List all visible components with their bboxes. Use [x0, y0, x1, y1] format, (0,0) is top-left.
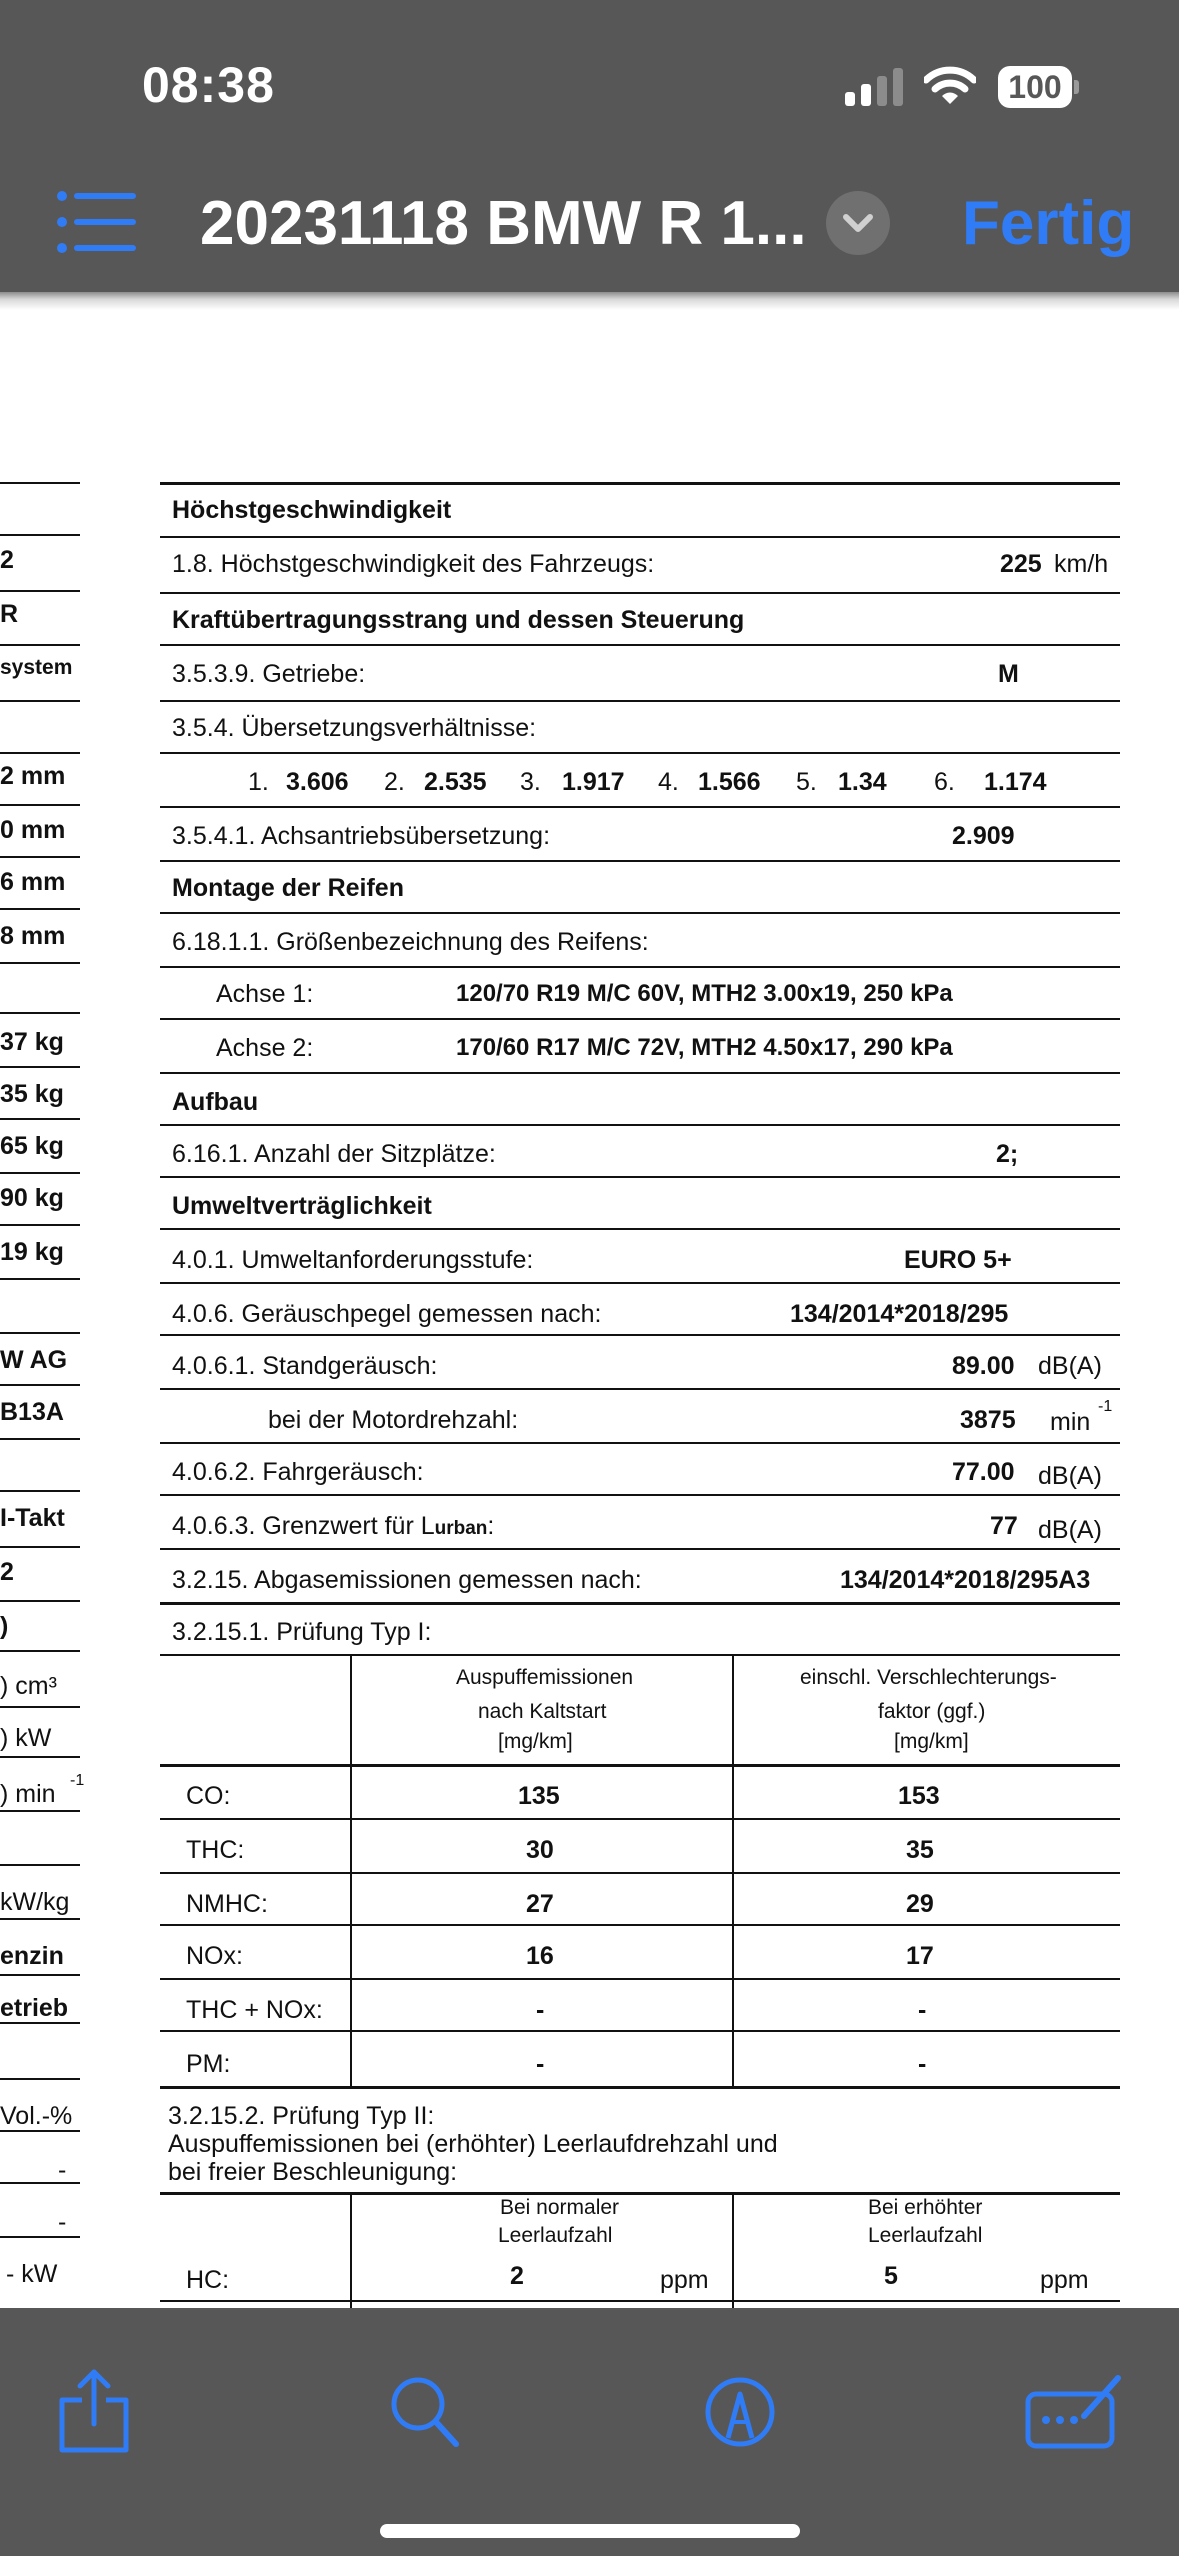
left-cell: - — [58, 2156, 67, 2184]
table-row-label: NMHC: — [186, 1890, 268, 1918]
left-cell: etrieb — [0, 1994, 69, 2022]
section-heading: Kraftübertragungsstrang und dessen Steuerung — [172, 606, 745, 634]
field-label: 3.5.4.1. Achsantriebsübersetzung: — [172, 822, 551, 850]
table-cell: - — [536, 2050, 545, 2078]
field-label: 4.0.6.2. Fahrgeräusch: — [172, 1458, 424, 1486]
table-header: Leerlaufzahl — [868, 2224, 983, 2247]
left-cell: 0 mm — [0, 816, 66, 844]
table-cell: 35 — [906, 1836, 934, 1864]
axle-value: 170/60 R17 M/C 72V, MTH2 4.50x17, 290 kPa — [456, 1034, 953, 1061]
left-cell: 90 kg — [0, 1184, 64, 1212]
table-cell-unit: ppm — [660, 2266, 709, 2294]
list-icon[interactable] — [56, 190, 140, 254]
left-cell: 6 mm — [0, 868, 66, 896]
left-cell: 8 mm — [0, 922, 66, 950]
gear-ratio: 2.535 — [424, 768, 487, 796]
left-cell: - kW — [6, 2260, 58, 2288]
field-value: M — [998, 660, 1019, 688]
field-value: 77 — [990, 1512, 1018, 1540]
field-value: 2.909 — [952, 822, 1015, 850]
left-cell: 65 kg — [0, 1132, 64, 1160]
table-cell: 29 — [906, 1890, 934, 1918]
field-unit: km/h — [1054, 550, 1109, 578]
table-header: faktor (ggf.) — [878, 1700, 986, 1723]
left-rule — [0, 482, 80, 484]
table-row-label: THC + NOx: — [186, 1996, 323, 2024]
left-cell: I-Takt — [0, 1504, 65, 1532]
left-cell: 19 kg — [0, 1238, 64, 1266]
toolbar-shadow — [0, 292, 1179, 310]
table-cell: 5 — [884, 2262, 898, 2290]
axle-value: 120/70 R19 M/C 60V, MTH2 3.00x19, 250 kPa — [456, 980, 953, 1007]
field-label: bei freier Beschleunigung: — [168, 2158, 458, 2186]
column-divider — [350, 2192, 352, 2308]
left-cell: 2 — [0, 1558, 14, 1586]
home-indicator — [380, 2524, 800, 2538]
left-cell: - — [58, 2208, 67, 2236]
field-unit: min — [1050, 1408, 1091, 1436]
field-label: 3.2.15.2. Prüfung Typ II: — [168, 2102, 435, 2130]
section-heading: Montage der Reifen — [172, 874, 404, 902]
section-heading: Höchstgeschwindigkeit — [172, 496, 452, 524]
search-icon[interactable] — [384, 2366, 464, 2456]
field-label: 1.8. Höchstgeschwindigkeit des Fahrzeugs: — [172, 550, 655, 578]
column-divider — [350, 1654, 352, 2086]
gear-ratio: 1.174 — [984, 768, 1047, 796]
gear-number: 2. — [384, 768, 405, 796]
field-label: 3.2.15. Abgasemissionen gemessen nach: — [172, 1566, 642, 1594]
axle-label: Achse 1: — [216, 980, 314, 1008]
field-value: 134/2014*2018/295 — [790, 1300, 1009, 1328]
gear-ratio: 1.566 — [698, 768, 761, 796]
chevron-down-icon[interactable] — [826, 191, 890, 255]
field-label: 6.18.1.1. Größenbezeichnung des Reifens: — [172, 928, 649, 956]
gear-number: 6. — [934, 768, 955, 796]
done-button[interactable]: Fertig — [962, 189, 1135, 258]
left-cell: ) — [0, 1612, 9, 1640]
battery-level: 100 — [998, 66, 1072, 108]
table-header: [mg/km] — [498, 1730, 573, 1753]
left-cell: kW/kg — [0, 1888, 70, 1916]
field-label: 4.0.1. Umweltanforderungsstufe: — [172, 1246, 534, 1274]
axle-label: Achse 2: — [216, 1034, 314, 1062]
field-label: 6.16.1. Anzahl der Sitzplätze: — [172, 1140, 496, 1168]
field-label: bei der Motordrehzahl: — [268, 1406, 519, 1434]
table-cell: 30 — [526, 1836, 554, 1864]
column-divider — [732, 1654, 734, 2086]
share-icon[interactable] — [54, 2366, 134, 2456]
table-row-label: HC: — [186, 2266, 230, 2294]
table-header: nach Kaltstart — [478, 1700, 607, 1723]
gear-ratio: 1.917 — [562, 768, 625, 796]
left-cell: W AG — [0, 1346, 68, 1374]
left-cell: 2 — [0, 546, 14, 574]
top-bar — [0, 0, 1179, 292]
section-heading: Umweltverträglichkeit — [172, 1192, 432, 1220]
field-value: 89.00 — [952, 1352, 1015, 1380]
gear-number: 5. — [796, 768, 817, 796]
table-cell: - — [536, 1996, 545, 2024]
field-value: 134/2014*2018/295A3 — [840, 1566, 1091, 1594]
field-value: 225 — [1000, 550, 1042, 578]
left-cell: 37 kg — [0, 1028, 64, 1056]
document-title[interactable]: 20231118 BMW R 1... — [200, 189, 807, 258]
field-label: 3.2.15.1. Prüfung Typ I: — [172, 1618, 432, 1646]
field-label: 4.0.6.3. Grenzwert für Lurban: — [172, 1512, 495, 1540]
status-time: 08:38 — [142, 57, 275, 113]
gear-number: 1. — [248, 768, 269, 796]
table-header: Auspuffemissionen — [456, 1666, 634, 1689]
field-label: Auspuffemissionen bei (erhöhter) Leerlaufdrehzahl und — [168, 2130, 778, 2158]
field-unit: dB(A) — [1038, 1352, 1102, 1380]
left-cell: ) kW — [0, 1724, 52, 1752]
wifi-icon — [924, 66, 976, 106]
left-cell: enzin — [0, 1942, 64, 1970]
form-fill-icon[interactable] — [1024, 2366, 1124, 2456]
field-value: 3875 — [960, 1406, 1016, 1434]
left-cell-exponent: -1 — [70, 1772, 85, 1789]
section-heading: Aufbau — [172, 1088, 259, 1116]
markup-icon[interactable] — [700, 2366, 780, 2456]
gear-number: 3. — [520, 768, 541, 796]
field-unit-exponent: -1 — [1098, 1398, 1113, 1415]
table-cell: 16 — [526, 1942, 554, 1970]
table-cell-unit: ppm — [1040, 2266, 1089, 2294]
field-label: 3.5.3.9. Getriebe: — [172, 660, 366, 688]
cellular-signal-icon — [845, 68, 905, 106]
left-cell: 35 kg — [0, 1080, 64, 1108]
field-label: 4.0.6.1. Standgeräusch: — [172, 1352, 438, 1380]
table-cell: 135 — [518, 1782, 560, 1810]
document-page[interactable] — [0, 310, 1179, 2308]
table-header: Leerlaufzahl — [498, 2224, 613, 2247]
table-row-label: THC: — [186, 1836, 245, 1864]
table-cell: - — [918, 2050, 927, 2078]
table-rule — [160, 482, 1120, 485]
battery-icon — [998, 66, 1078, 108]
gear-number: 4. — [658, 768, 679, 796]
table-row-label: CO: — [186, 1782, 231, 1810]
left-cell: 2 mm — [0, 762, 66, 790]
table-cell: - — [918, 1996, 927, 2024]
table-header: Bei erhöhter — [868, 2196, 983, 2219]
gear-ratio: 3.606 — [286, 768, 349, 796]
field-value: 2; — [996, 1140, 1019, 1168]
column-divider — [732, 2192, 734, 2308]
left-cell: R — [0, 600, 19, 628]
field-label: 3.5.4. Übersetzungsverhältnisse: — [172, 714, 537, 742]
field-label: 4.0.6. Geräuschpegel gemessen nach: — [172, 1300, 602, 1328]
table-cell: 153 — [898, 1782, 940, 1810]
table-cell: 17 — [906, 1942, 934, 1970]
table-cell: 27 — [526, 1890, 554, 1918]
field-value: EURO 5+ — [904, 1246, 1012, 1274]
bottom-toolbar — [0, 2308, 1179, 2556]
left-cell: ) cm³ — [0, 1672, 57, 1700]
table-header: einschl. Verschlechterungs- — [800, 1666, 1057, 1689]
table-header: Bei normaler — [500, 2196, 620, 2219]
table-row-label: NOx: — [186, 1942, 243, 1970]
left-cell: B13A — [0, 1398, 64, 1426]
field-value: 77.00 — [952, 1458, 1015, 1486]
table-header: [mg/km] — [894, 1730, 969, 1753]
left-cell: Vol.-% — [0, 2102, 73, 2130]
left-cell: system — [0, 656, 73, 679]
table-cell: 2 — [510, 2262, 524, 2290]
field-unit: dB(A) — [1038, 1462, 1102, 1490]
left-cell: ) min — [0, 1780, 56, 1808]
table-row-label: PM: — [186, 2050, 231, 2078]
field-unit: dB(A) — [1038, 1516, 1102, 1544]
gear-ratio: 1.34 — [838, 768, 887, 796]
